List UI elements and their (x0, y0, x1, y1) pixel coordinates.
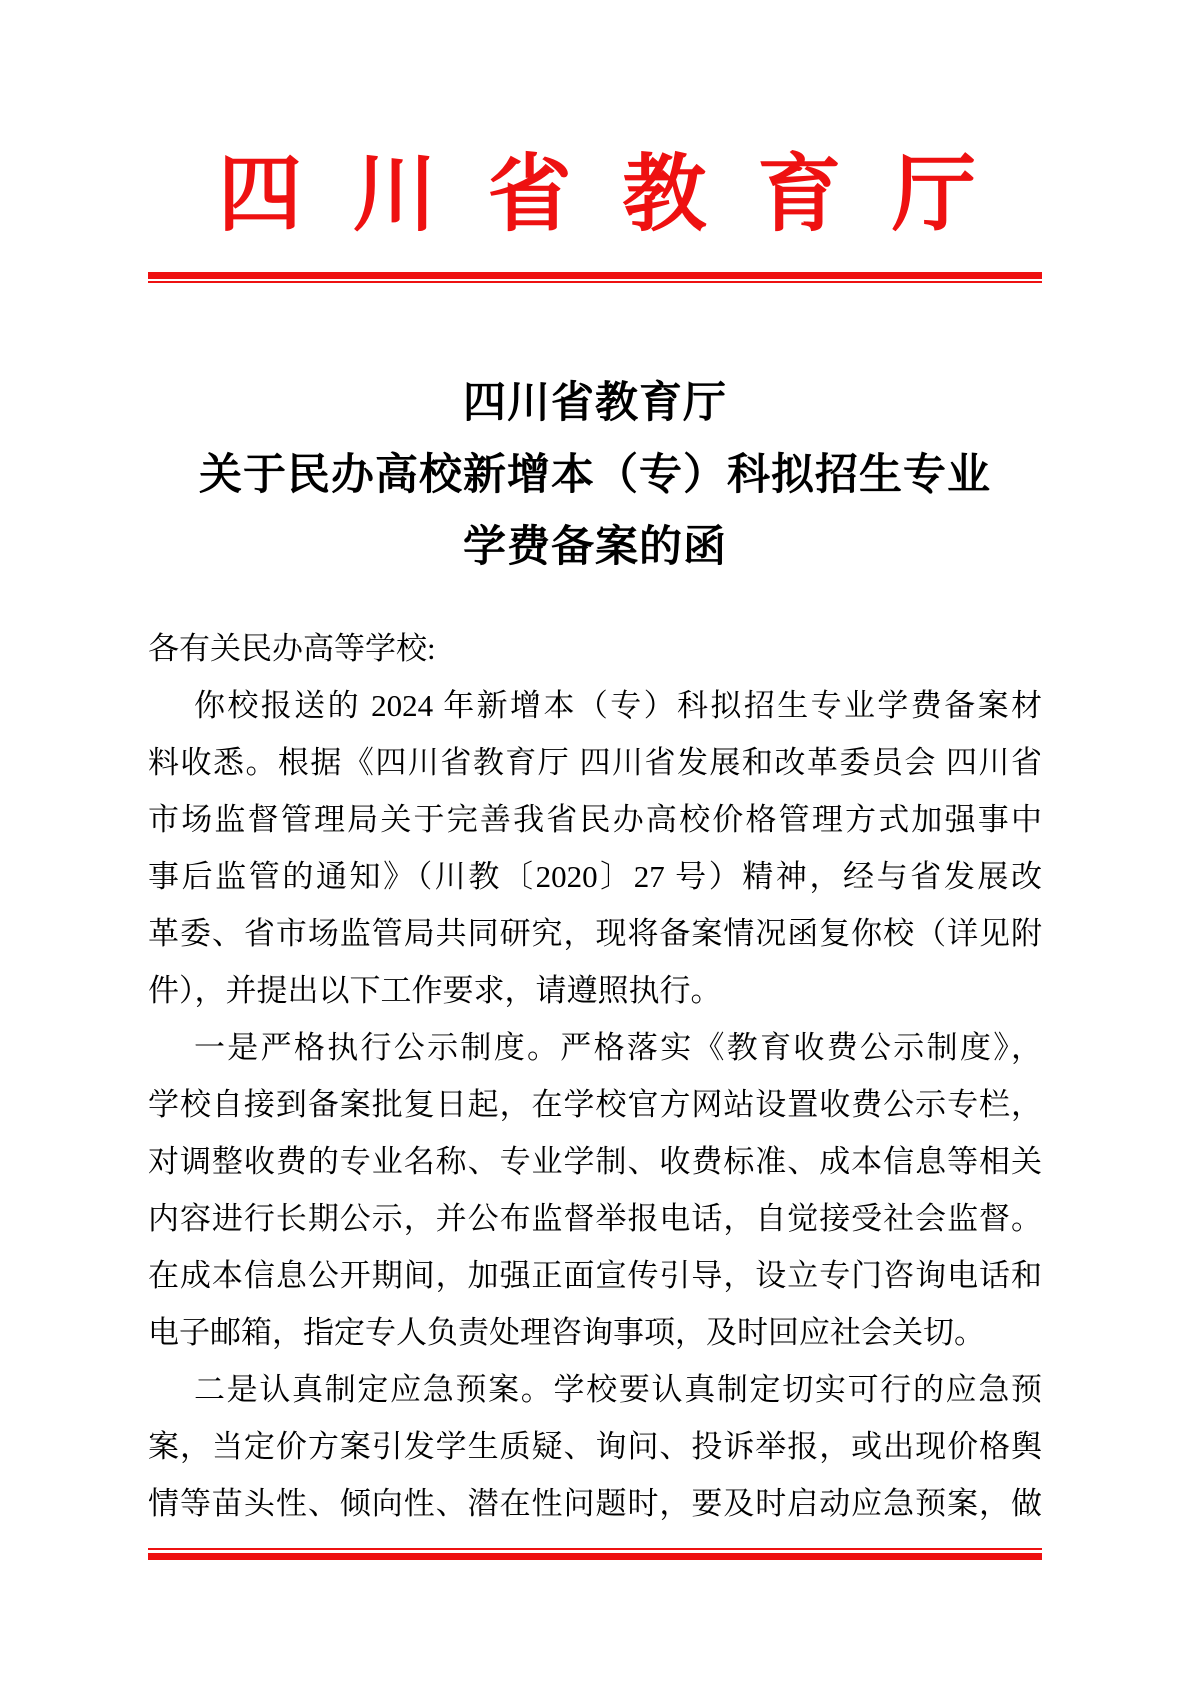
header-divider-thick-line (148, 272, 1042, 279)
footer-divider (148, 1548, 1042, 1560)
agency-title-char: 四 (218, 149, 303, 242)
body-line: 革委、省市场监管局共同研究，现将备案情况函复你校（详见附 (148, 916, 1042, 951)
body-line: 案，当定价方案引发学生质疑、询问、投诉举报，或出现价格舆 (148, 1429, 1042, 1464)
body-line: 市场监督管理局关于完善我省民办高校价格管理方式加强事中 (148, 802, 1042, 837)
body-line: 电子邮箱，指定专人负责处理咨询事项，及时回应社会关切。 (148, 1315, 985, 1350)
salutation: 各有关民办高等学校: (148, 631, 436, 666)
body-line: 料收悉。根据《四川省教育厅 四川省发展和改革委员会 四川省 (148, 745, 1042, 780)
body-line: 在成本信息公开期间，加强正面宣传引导，设立专门咨询电话和 (148, 1258, 1042, 1293)
body-line: 一是严格执行公示制度。严格落实《教育收费公示制度》， (194, 1030, 1042, 1065)
agency-title-char: 省 (487, 149, 572, 242)
body-line: 内容进行长期公示，并公布监督举报电话，自觉接受社会监督。 (148, 1201, 1042, 1236)
agency-title (148, 148, 1042, 244)
body-line: 情等苗头性、倾向性、潜在性问题时，要及时启动应急预案，做 (148, 1486, 1042, 1521)
document-title-line-1: 四川省教育厅 (463, 380, 727, 427)
header-divider (148, 272, 1042, 283)
document-title (0, 368, 1190, 584)
body-line: 二是认真制定应急预案。学校要认真制定切实可行的应急预 (194, 1372, 1042, 1407)
body-line: 件），并提出以下工作要求，请遵照执行。 (148, 973, 722, 1008)
agency-title-char: 教 (622, 149, 707, 242)
document-title-line-2: 关于民办高校新增本（专）科拟招生专业 (199, 452, 991, 499)
body-line: 你校报送的 2024 年新增本（专）科拟招生专业学费备案材 (194, 688, 1042, 723)
header-divider-thin-line (148, 281, 1042, 283)
agency-title-char: 厅 (891, 149, 976, 242)
agency-title-char: 育 (757, 149, 842, 242)
body-line: 学校自接到备案批复日起，在学校官方网站设置收费公示专栏， (148, 1087, 1042, 1122)
agency-title-char: 川 (352, 149, 437, 242)
body-line: 对调整收费的专业名称、专业学制、收费标准、成本信息等相关 (148, 1144, 1042, 1179)
body-line: 事后监管的通知》（川教〔2020〕27 号）精神，经与省发展改 (148, 859, 1042, 894)
footer-divider-thick-line (148, 1553, 1042, 1560)
footer-divider-thin-line (148, 1548, 1042, 1550)
document-title-line-3: 学费备案的函 (463, 524, 727, 571)
body-lines (148, 620, 1042, 1532)
letter-body (148, 620, 1042, 1532)
